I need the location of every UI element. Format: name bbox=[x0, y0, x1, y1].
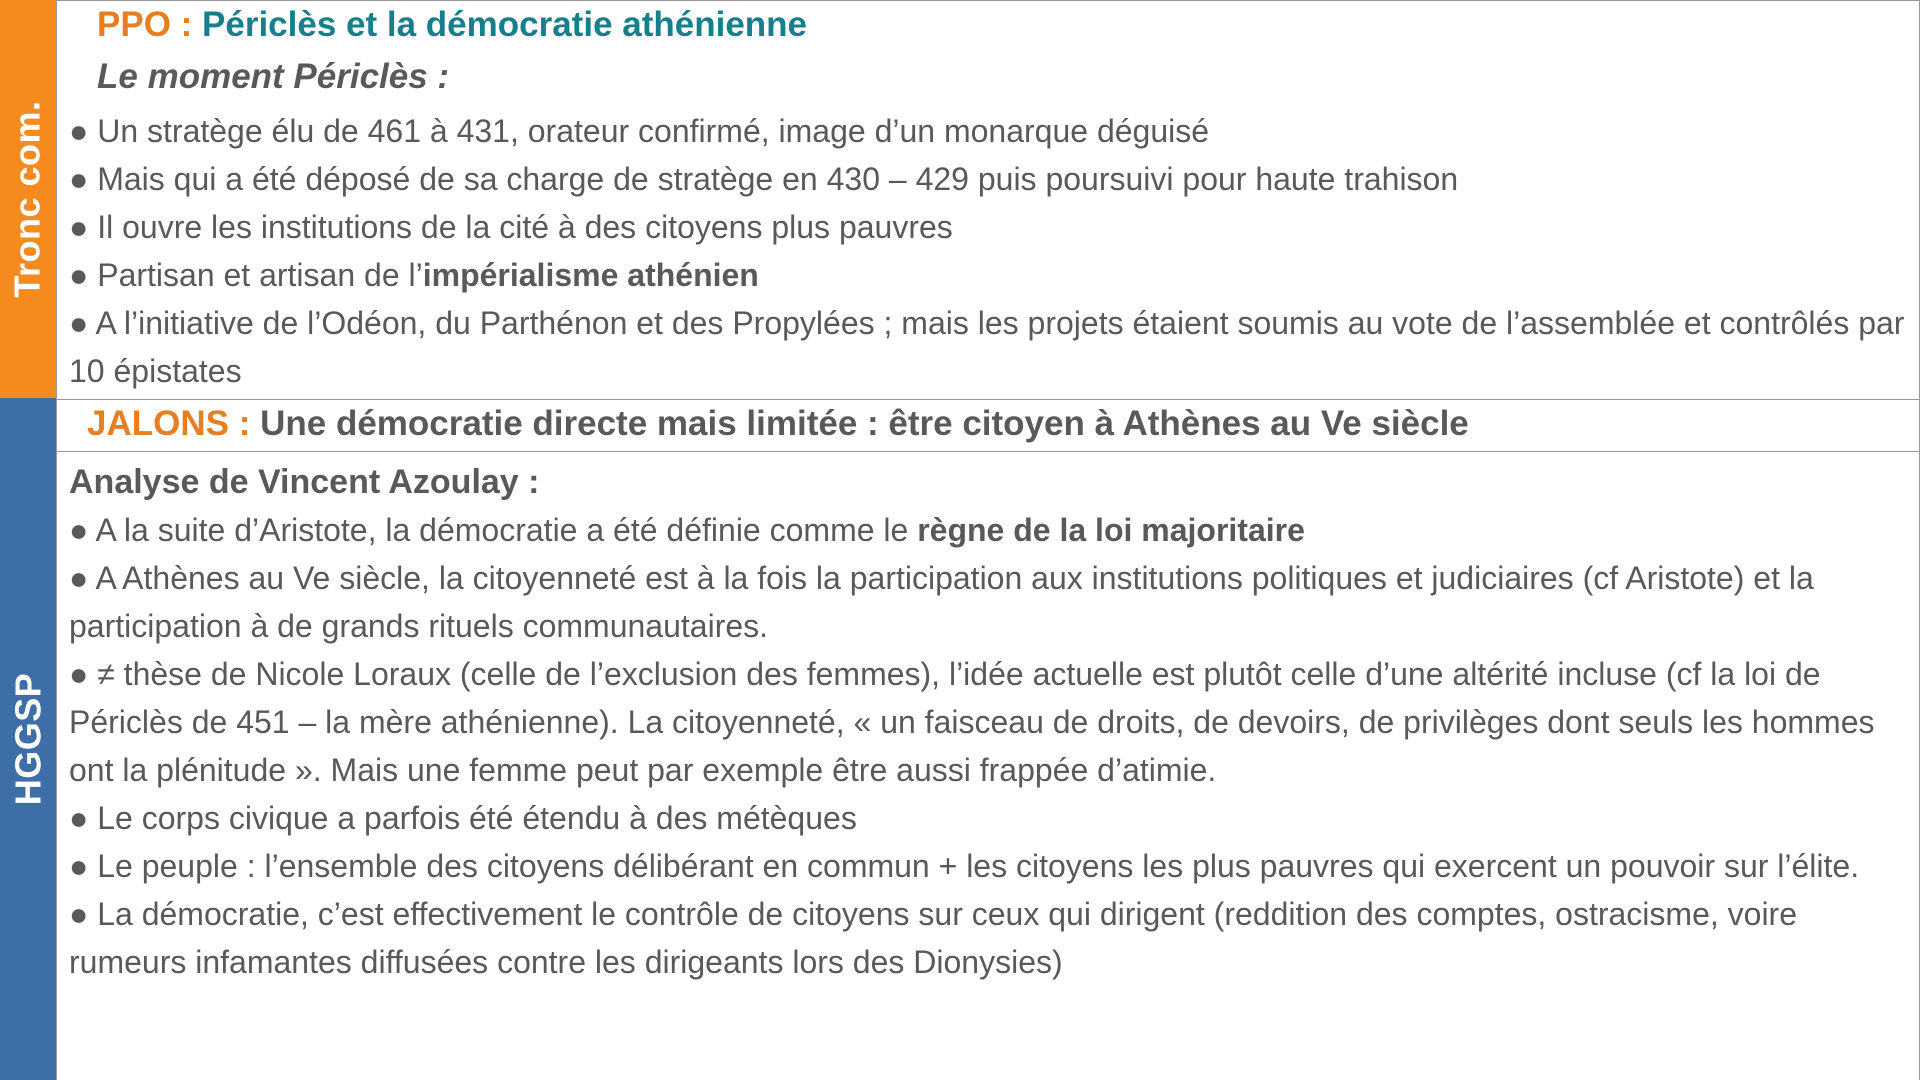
list-item: ● A l’initiative de l’Odéon, du Parthénon et des Propylées ; mais les projets étaient soumis au vote de l’assemblée et contrôlés par 10 épistates bbox=[69, 305, 1905, 389]
jalons-title-text: Une démocratie directe mais limitée : être citoyen à Athènes au Ve siècle bbox=[260, 404, 1469, 443]
list-item: ● Mais qui a été déposé de sa charge de stratège en 430 – 429 puis poursuivi pour haute trahison bbox=[69, 161, 1459, 197]
jalons-section bbox=[56, 399, 1920, 452]
tronc-commun-label: Tronc com. bbox=[7, 100, 49, 298]
list-item-text: ● Partisan et artisan de l’ bbox=[69, 257, 423, 293]
analysis-section bbox=[56, 451, 1920, 1080]
hggsp-label: HGGSP bbox=[7, 672, 48, 806]
ppo-title-text: Périclès et la démocratie athénienne bbox=[202, 5, 808, 44]
list-item bbox=[69, 506, 1911, 554]
ppo-list bbox=[69, 107, 1911, 395]
tronc-commun-band bbox=[0, 0, 56, 398]
ppo-title bbox=[97, 5, 807, 45]
list-item-text: ● A la suite d’Aristote, la démocratie a été définie comme le bbox=[69, 512, 918, 548]
list-item: ● Le peuple : l’ensemble des citoyens délibérant en commun + les citoyens les plus pauvres qui exercent un pouvoir sur l’élite. bbox=[69, 848, 1860, 884]
list-item-bold: impérialisme athénien bbox=[422, 257, 759, 293]
ppo-section bbox=[56, 0, 1920, 400]
jalons-title bbox=[87, 404, 1469, 444]
ppo-subtitle: Le moment Périclès : bbox=[97, 57, 450, 96]
list-item: ● ≠ thèse de Nicole Loraux (celle de l’exclusion des femmes), l’idée actuelle est plutôt celle d’une altérité incluse (cf la loi de Périclès de 451 – la mère athénienne). La citoyenneté, « un faisceau de droits, de devoirs, de privilèges dont seuls les hommes ont la plénitude ». Mais une femme peut par exemple être aussi frappée d’atimie. bbox=[69, 656, 1875, 788]
list-item: ● A Athènes au Ve siècle, la citoyenneté est à la fois la participation aux institutions politiques et judiciaires (cf Aristote) et la participation à de grands rituels communautaires. bbox=[69, 560, 1814, 644]
ppo-label: PPO : bbox=[97, 5, 193, 44]
list-item: ● Le corps civique a parfois été étendu à des métèques bbox=[69, 800, 857, 836]
jalons-label: JALONS : bbox=[87, 404, 251, 443]
list-item-bold: règne de la loi majoritaire bbox=[917, 512, 1305, 548]
hggsp-band bbox=[0, 398, 56, 1080]
analysis-list bbox=[69, 458, 1911, 986]
list-item: ● Il ouvre les institutions de la cité à des citoyens plus pauvres bbox=[69, 209, 953, 245]
analysis-heading: Analyse de Vincent Azoulay : bbox=[69, 463, 540, 501]
list-item bbox=[69, 251, 1911, 299]
list-item: ● La démocratie, c’est effectivement le contrôle de citoyens sur ceux qui dirigent (reddition des comptes, ostracisme, voire rumeurs infamantes diffusées contre les dirigeants lors des Dionysies) bbox=[69, 896, 1797, 980]
list-item: ● Un stratège élu de 461 à 431, orateur confirmé, image d’un monarque déguisé bbox=[69, 113, 1210, 149]
